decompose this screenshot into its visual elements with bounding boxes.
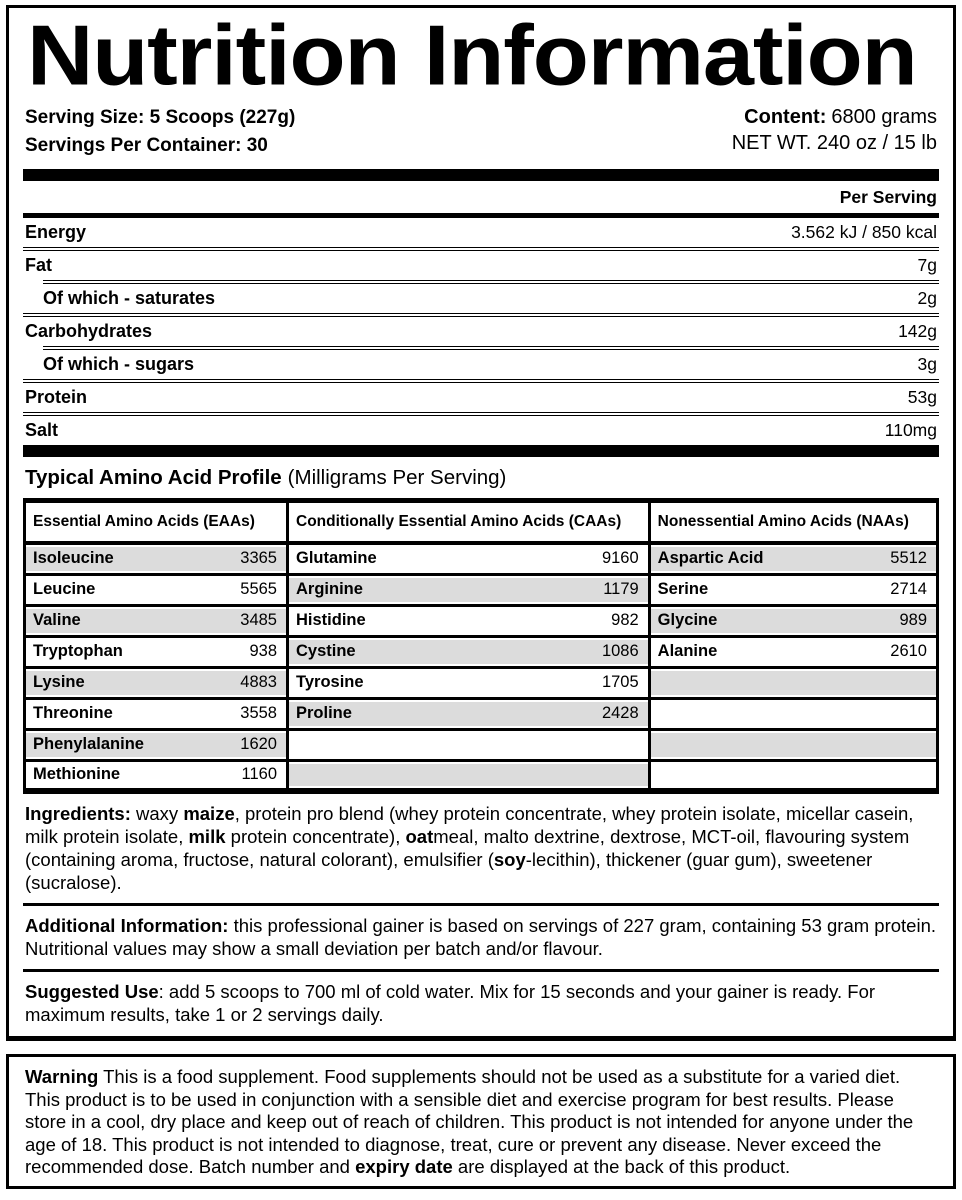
amino-name-cell: Tryptophan <box>25 636 200 667</box>
amino-column-header-caa: Conditionally Essential Amino Acids (CAAs) <box>288 501 650 544</box>
amino-heading-note: (Milligrams Per Serving) <box>287 466 507 489</box>
per-serving-header: Per Serving <box>839 187 937 207</box>
amino-name-cell: Glycine <box>649 605 834 636</box>
amino-name-cell <box>288 760 528 791</box>
content-value: 6800 grams <box>831 106 937 128</box>
suggested-use-paragraph <box>23 980 939 1026</box>
nutrient-row-sugars <box>23 350 939 379</box>
additional-information-text: this professional gainer is based on servings of 227 gram, containing 53 gram protein. Nutritional values may show a small deviation per batch and/or flavour. <box>25 915 937 959</box>
nutrient-label: Carbohydrates <box>25 321 153 341</box>
nutrient-value: 142g <box>898 321 937 341</box>
amino-table-row <box>25 574 938 605</box>
amino-acid-table <box>23 498 939 794</box>
amino-value-cell: 938 <box>200 636 288 667</box>
amino-name-cell: Phenylalanine <box>25 729 200 760</box>
ingredients-text-segment: , protein pro blend (whey protein concentrate, whey protein isolate, micellar casein, milk protein isolate, <box>25 803 914 847</box>
suggested-use-label: Suggested Use <box>25 981 159 1002</box>
amino-value-cell: 5512 <box>834 543 937 574</box>
amino-value-cell: 5565 <box>200 574 288 605</box>
amino-value-cell <box>528 729 649 760</box>
ingredients-text-segment: meal, malto dextrine, dextrose, MCT-oil, flavouring system (containing aroma, fructose, natural colorant), emulsifier ( <box>25 826 910 870</box>
divider-bar-bottom <box>23 445 939 457</box>
serving-info-left <box>25 104 295 160</box>
amino-value-cell <box>834 698 937 729</box>
nutrient-row-salt <box>23 416 939 445</box>
amino-value-cell: 1086 <box>528 636 649 667</box>
panel-title: Nutrition Information <box>27 8 917 104</box>
amino-name-cell: Alanine <box>649 636 834 667</box>
warning-expiry-emphasis: expiry date <box>355 1156 453 1177</box>
amino-value-cell: 2714 <box>834 574 937 605</box>
amino-name-cell: Aspartic Acid <box>649 543 834 574</box>
amino-value-cell: 989 <box>834 605 937 636</box>
amino-value-cell: 1705 <box>528 667 649 698</box>
amino-table-row <box>25 636 938 667</box>
amino-name-cell <box>649 729 834 760</box>
additional-information-paragraph <box>23 914 939 960</box>
warning-text-segment: are displayed at the back of this product. <box>452 1156 791 1177</box>
amino-value-cell: 4883 <box>200 667 288 698</box>
amino-header-row <box>25 501 938 544</box>
ingredients-label: Ingredients: <box>25 803 131 824</box>
amino-table-row <box>25 698 938 729</box>
amino-name-cell: Isoleucine <box>25 543 200 574</box>
nutrient-label: Protein <box>25 387 88 407</box>
serving-size: Serving Size: 5 Scoops (227g) <box>25 107 296 128</box>
nutrient-value: 53g <box>907 387 937 407</box>
section-rule <box>23 969 939 972</box>
nutrient-label: Of which - sugars <box>43 354 195 374</box>
allergen-maize: maize <box>183 803 235 824</box>
amino-value-cell <box>834 729 937 760</box>
ingredients-text-segment: waxy <box>130 803 184 824</box>
nutrient-row-carbohydrates <box>23 317 939 346</box>
amino-name-cell: Proline <box>288 698 528 729</box>
net-weight: NET WT. 240 oz / 15 lb <box>731 132 937 154</box>
amino-value-cell <box>528 760 649 791</box>
amino-name-cell: Lysine <box>25 667 200 698</box>
amino-value-cell <box>834 667 937 698</box>
content-label: Content: <box>744 106 827 128</box>
amino-name-cell: Threonine <box>25 698 200 729</box>
amino-value-cell: 1160 <box>200 760 288 791</box>
amino-table-row <box>25 667 938 698</box>
amino-table-row <box>25 760 938 791</box>
nutrient-value: 3g <box>917 354 937 374</box>
amino-value-cell: 1179 <box>528 574 649 605</box>
amino-name-cell: Valine <box>25 605 200 636</box>
nutrition-panel <box>6 5 956 1041</box>
ingredients-text-segment: protein concentrate), <box>225 826 406 847</box>
amino-value-cell: 3365 <box>200 543 288 574</box>
nutrient-row-fat <box>23 251 939 280</box>
nutrient-value: 110mg <box>884 420 937 440</box>
additional-information-label: Additional Information: <box>25 915 229 936</box>
nutrient-value: 7g <box>917 255 937 275</box>
amino-heading-title: Typical Amino Acid Profile <box>25 466 282 489</box>
nutrient-value: 2g <box>917 288 937 308</box>
amino-value-cell: 3558 <box>200 698 288 729</box>
nutrient-label: Of which - saturates <box>43 288 216 308</box>
amino-column-header-eaa: Essential Amino Acids (EAAs) <box>25 501 288 544</box>
suggested-use-text: : add 5 scoops to 700 ml of cold water. Mix for 15 seconds and your gainer is ready. For maximum results, take 1 or 2 servings daily. <box>25 981 876 1025</box>
nutrient-value: 3.562 kJ / 850 kcal <box>791 222 937 242</box>
nutrient-row-saturates <box>23 284 939 313</box>
amino-value-cell: 982 <box>528 605 649 636</box>
amino-value-cell: 1620 <box>200 729 288 760</box>
allergen-milk: milk <box>188 826 226 847</box>
ingredients-paragraph <box>23 802 939 894</box>
amino-value-cell <box>834 760 937 791</box>
nutrient-row-energy <box>23 218 939 247</box>
amino-column-header-naa: Nonessential Amino Acids (NAAs) <box>649 501 937 544</box>
servings-per-container: Servings Per Container: 30 <box>25 135 268 156</box>
amino-name-cell: Histidine <box>288 605 528 636</box>
amino-value-cell: 2428 <box>528 698 649 729</box>
amino-name-cell: Cystine <box>288 636 528 667</box>
amino-name-cell <box>288 729 528 760</box>
amino-name-cell: Methionine <box>25 760 200 791</box>
allergen-soy: soy <box>493 849 526 870</box>
ingredients-text-segment: -lecithin), thickener (guar gum), sweetener (sucralose). <box>25 849 873 893</box>
content-line <box>732 104 937 130</box>
amino-name-cell <box>649 698 834 729</box>
serving-info <box>25 104 937 160</box>
warning-panel <box>6 1054 956 1189</box>
serving-info-right <box>732 104 937 156</box>
divider-bar-top <box>23 169 939 181</box>
warning-label: Warning <box>25 1066 99 1087</box>
amino-name-cell <box>649 760 834 791</box>
amino-value-cell: 9160 <box>528 543 649 574</box>
amino-name-cell: Serine <box>649 574 834 605</box>
amino-name-cell: Tyrosine <box>288 667 528 698</box>
amino-table-row <box>25 729 938 760</box>
amino-table-row <box>25 543 938 574</box>
amino-table-row <box>25 605 938 636</box>
allergen-oat: oat <box>405 826 434 847</box>
nutrient-label: Fat <box>25 255 52 275</box>
amino-profile-heading <box>25 466 939 490</box>
warning-text-segment: This is a food supplement. Food supplements should not be used as a substitute for a varied diet. This product is to be used in conjunction with a sensible diet and exercise program for best results. Please store in a cool, dry place and keep out of reach of children. This product is not intended for anyone under the age of 18. This product is not intended to diagnose, treat, cure or prevent any disease. Never exceed the recommended dose. Batch number and <box>25 1066 914 1177</box>
amino-value-cell: 3485 <box>200 605 288 636</box>
warning-paragraph <box>23 1066 939 1179</box>
nutrient-label: Salt <box>25 420 59 440</box>
nutrient-row-protein <box>23 383 939 412</box>
nutrient-label: Energy <box>25 222 87 242</box>
amino-name-cell: Leucine <box>25 574 200 605</box>
amino-name-cell <box>649 667 834 698</box>
amino-name-cell: Glutamine <box>288 543 528 574</box>
section-rule <box>23 903 939 906</box>
amino-value-cell: 2610 <box>834 636 937 667</box>
amino-name-cell: Arginine <box>288 574 528 605</box>
